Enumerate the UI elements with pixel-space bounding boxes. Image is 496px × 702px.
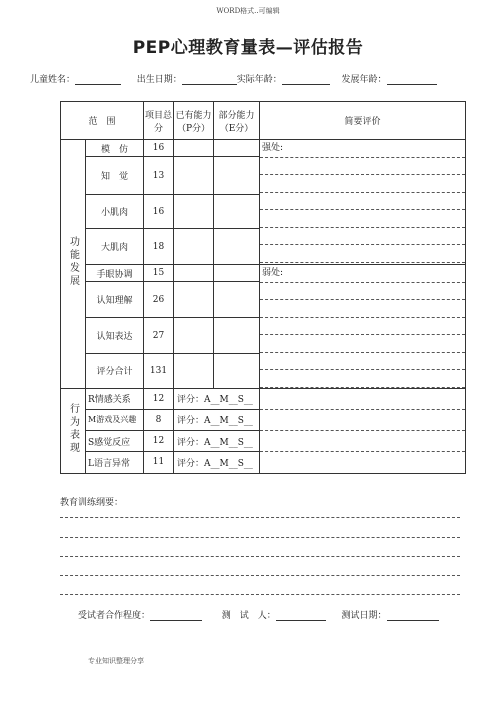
- row-name: 认知表达: [86, 318, 144, 354]
- behavior-name: S感觉反应: [86, 431, 144, 452]
- behavior-score: 12: [144, 431, 174, 452]
- child-name-label: 儿童姓名：: [30, 75, 76, 85]
- behavior-group-label: 行为表现: [67, 403, 79, 455]
- guide-label: 教育训练纲要：: [60, 498, 124, 508]
- e-score-cell[interactable]: [214, 354, 260, 388]
- row-name: 认知理解: [86, 282, 144, 318]
- actual-age-label: 实际年龄：: [236, 75, 282, 85]
- row-name: 知 觉: [86, 157, 144, 195]
- p-score-cell[interactable]: [174, 229, 214, 265]
- tester-field[interactable]: [276, 611, 326, 621]
- header-range: 范 围: [61, 102, 144, 140]
- header-emerging: 部分能力（E分）: [214, 102, 260, 140]
- test-date-field[interactable]: [387, 611, 439, 621]
- row-name: 大肌肉: [86, 229, 144, 265]
- header-passed: 已有能力（P分）: [174, 102, 214, 140]
- comment-line[interactable]: [260, 245, 465, 263]
- birth-date-label: 出生日期：: [136, 75, 182, 85]
- footer-row: [78, 608, 468, 621]
- row-score: 26: [144, 282, 174, 318]
- comment-line[interactable]: [260, 410, 465, 431]
- row-name: 模 仿: [86, 140, 144, 157]
- header-note: WORD格式..可编辑: [216, 7, 280, 15]
- weakness-label: 弱处:: [260, 265, 465, 283]
- func-group-label: 功能发展: [67, 236, 79, 289]
- bottom-note: 专业知识整理分享: [88, 657, 144, 665]
- e-score-cell[interactable]: [214, 157, 260, 195]
- behavior-group-cell: [61, 388, 86, 473]
- row-score: 27: [144, 318, 174, 354]
- strength-comment[interactable]: [260, 140, 466, 265]
- row-score: 16: [144, 195, 174, 229]
- func-group-cell: [61, 140, 86, 389]
- behavior-rating[interactable]: 评分：A__M__S__: [174, 409, 260, 430]
- comment-line[interactable]: [260, 283, 465, 301]
- cooperation-label: 受试者合作程度：: [78, 611, 151, 621]
- e-score-cell[interactable]: [214, 195, 260, 229]
- comment-line[interactable]: [260, 370, 465, 388]
- info-row: [30, 72, 480, 85]
- comment-line[interactable]: [260, 452, 465, 473]
- p-score-cell[interactable]: [174, 265, 214, 282]
- comment-line[interactable]: [260, 335, 465, 353]
- p-score-cell[interactable]: [174, 354, 214, 388]
- cooperation-field[interactable]: [150, 611, 202, 621]
- e-score-cell[interactable]: [214, 140, 260, 157]
- dev-age-label: 发展年龄：: [341, 75, 387, 85]
- row-score: 16: [144, 140, 174, 157]
- row-score: 131: [144, 354, 174, 388]
- comment-line[interactable]: [260, 353, 465, 371]
- actual-age-field[interactable]: [282, 75, 330, 85]
- behavior-name: M游戏及兴趣: [86, 409, 144, 430]
- guide-line[interactable]: [60, 537, 460, 538]
- comment-line[interactable]: [260, 300, 465, 318]
- header-item-total: 项目总分: [144, 102, 174, 140]
- p-score-cell[interactable]: [174, 195, 214, 229]
- behavior-rating[interactable]: 评分：A__M__S__: [174, 431, 260, 452]
- behavior-rating[interactable]: 评分：A__M__S__: [174, 388, 260, 409]
- behavior-comment[interactable]: [260, 388, 466, 473]
- assessment-table: [60, 101, 466, 474]
- e-score-cell[interactable]: [214, 265, 260, 282]
- tester-label: 测 试 人：: [221, 611, 276, 621]
- row-name: 手眼协调: [86, 265, 144, 282]
- behavior-score: 12: [144, 388, 174, 409]
- guide-line[interactable]: [60, 594, 460, 595]
- comment-line[interactable]: [260, 210, 465, 228]
- p-score-cell[interactable]: [174, 318, 214, 354]
- behavior-rating[interactable]: 评分：A__M__S__: [174, 452, 260, 473]
- p-score-cell[interactable]: [174, 140, 214, 157]
- row-name: 小肌肉: [86, 195, 144, 229]
- row-score: 15: [144, 265, 174, 282]
- guide-line[interactable]: [60, 575, 460, 576]
- row-name: 评分合计: [86, 354, 144, 388]
- behavior-score: 11: [144, 452, 174, 473]
- row-score: 18: [144, 229, 174, 265]
- page-title: PEP心理教育量表—评估报告: [132, 38, 364, 58]
- behavior-score: 8: [144, 409, 174, 430]
- e-score-cell[interactable]: [214, 282, 260, 318]
- header-comment: 简要评价: [260, 102, 466, 140]
- guide-line[interactable]: [60, 517, 460, 518]
- comment-line[interactable]: [260, 431, 465, 452]
- row-score: 13: [144, 157, 174, 195]
- weakness-comment[interactable]: [260, 265, 466, 389]
- comment-line[interactable]: [260, 175, 465, 193]
- comment-line[interactable]: [260, 318, 465, 336]
- test-date-label: 测试日期：: [341, 611, 387, 621]
- e-score-cell[interactable]: [214, 318, 260, 354]
- p-score-cell[interactable]: [174, 157, 214, 195]
- comment-line[interactable]: [260, 158, 465, 176]
- comment-line[interactable]: [260, 389, 465, 410]
- dev-age-field[interactable]: [387, 75, 437, 85]
- behavior-name: L语言异常: [86, 452, 144, 473]
- comment-line[interactable]: [260, 228, 465, 246]
- p-score-cell[interactable]: [174, 282, 214, 318]
- comment-line[interactable]: [260, 193, 465, 211]
- behavior-name: R情感关系: [86, 388, 144, 409]
- e-score-cell[interactable]: [214, 229, 260, 265]
- child-name-field[interactable]: [75, 75, 121, 85]
- guide-line[interactable]: [60, 556, 460, 557]
- birth-date-field[interactable]: [182, 75, 237, 85]
- strength-label: 强处:: [260, 140, 465, 158]
